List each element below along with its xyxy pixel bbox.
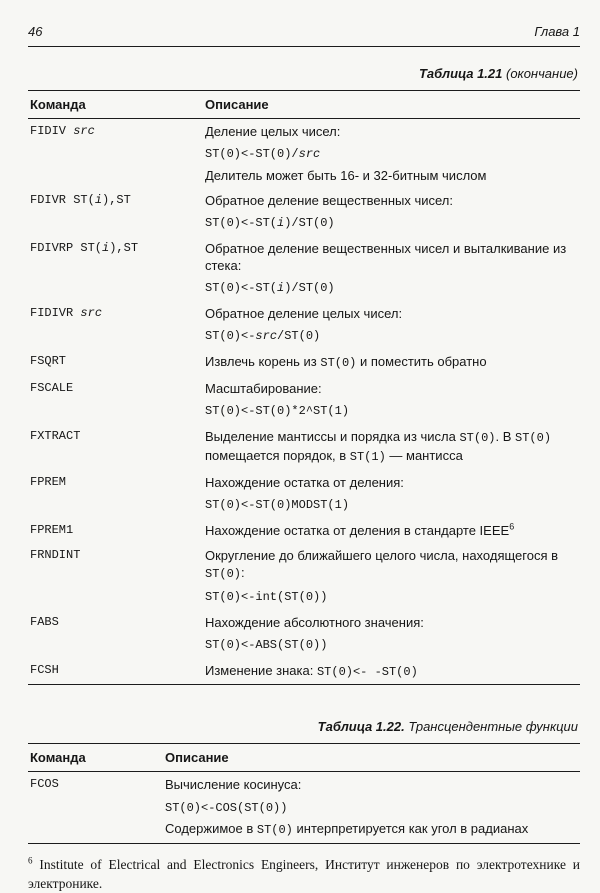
table-row — [28, 470, 580, 518]
description-line — [205, 428, 576, 466]
table-row — [28, 424, 580, 470]
table-row — [28, 119, 580, 188]
code-fragment: FCSH — [30, 662, 59, 677]
code-fragment: src — [298, 147, 321, 162]
code-fragment: ST(0)<-int(ST(0)) — [205, 589, 328, 604]
table-block-1 — [28, 66, 580, 685]
text-fragment: Обратное деление вещественных чисел: — [205, 193, 453, 209]
code-fragment: FIDIVR — [30, 306, 81, 321]
text-fragment: : — [241, 565, 245, 581]
text-fragment: Деление целых чисел: — [205, 124, 341, 139]
code-fragment: /ST(0) — [277, 329, 321, 344]
text-fragment: Institute of Electrical and Electronics Engineers, Институт инженеров по электротехнике и электронике. — [28, 857, 580, 891]
code-fragment: ),ST — [102, 193, 131, 208]
code-fragment: i — [102, 241, 110, 256]
code-fragment: )/ST(0) — [284, 281, 335, 296]
tables-container — [28, 66, 580, 844]
code-fragment: FPREM1 — [30, 522, 74, 537]
code-fragment: ST(0)<-ST(0)MODST(1) — [205, 497, 350, 512]
page-header — [28, 24, 580, 47]
command-cell — [28, 424, 205, 448]
code-fragment: ST(0)<- -ST(0) — [316, 664, 418, 679]
command-cell — [28, 610, 205, 634]
table-row — [28, 236, 580, 301]
code-fragment: ST(0) — [205, 567, 242, 582]
code-fragment: ST(0)<-ST( — [205, 216, 278, 231]
text-fragment: Обратное деление целых чисел: — [205, 306, 403, 322]
table-row — [28, 610, 580, 658]
code-fragment: FDIVR ST( — [30, 193, 95, 208]
command-cell — [28, 349, 205, 373]
footnote — [28, 856, 580, 892]
code-fragment: FCOS — [30, 777, 59, 792]
text-fragment: Извлечь корень из — [205, 354, 321, 370]
text-fragment: Нахождение абсолютного значения: — [205, 614, 424, 630]
code-fragment: src — [73, 124, 95, 138]
code-fragment: ST(0) — [515, 431, 552, 446]
description-line — [205, 401, 576, 420]
text-fragment: Нахождение остатка от деления в стандарте IEEE — [205, 522, 510, 538]
command-cell — [28, 518, 205, 542]
code-fragment: ST(1) — [349, 449, 386, 464]
description-line — [165, 798, 576, 817]
table-row — [28, 301, 580, 349]
text-fragment: Нахождение остатка от деления: — [205, 474, 404, 490]
description-cell — [205, 610, 580, 658]
description-line — [205, 240, 576, 274]
table-block-2 — [28, 719, 580, 844]
code-fragment: src — [80, 306, 103, 321]
table-caption — [28, 719, 578, 734]
text-fragment: и поместить обратно — [356, 354, 487, 370]
page-number: 46 — [28, 24, 43, 39]
footnote-marker: 6 — [509, 521, 515, 532]
code-fragment: ST(0)<-ST( — [205, 281, 278, 296]
description-line — [205, 305, 576, 322]
description-cell — [205, 518, 580, 543]
description-cell — [165, 772, 580, 843]
table-row — [28, 349, 580, 376]
description-cell — [205, 188, 580, 236]
table-row — [28, 543, 580, 610]
code-fragment: )/ST(0) — [284, 216, 335, 231]
description-cell — [205, 658, 580, 685]
command-cell — [28, 658, 205, 682]
table-row — [28, 772, 580, 843]
text-fragment: Содержимое в — [165, 821, 257, 837]
description-cell — [205, 424, 580, 470]
code-fragment: FIDIV — [30, 124, 74, 138]
text-fragment: помещается порядок, в — [205, 447, 350, 463]
code-fragment: FDIVRP ST( — [30, 241, 103, 256]
description-line — [205, 167, 576, 184]
table — [28, 743, 580, 844]
command-cell — [28, 188, 205, 212]
code-fragment: ST(0)<-ST(0)/ — [205, 147, 299, 162]
description-line — [205, 474, 576, 491]
code-fragment: i — [277, 281, 285, 296]
code-fragment: ST(0) — [256, 823, 293, 838]
code-fragment: ST(0)<- — [205, 329, 256, 344]
command-cell — [28, 543, 205, 567]
code-fragment: FABS — [30, 614, 59, 629]
text-fragment: Выделение мантиссы и порядка из числа — [205, 429, 460, 445]
code-fragment: FSCALE — [30, 381, 74, 396]
text-fragment: Таблица 1.22. — [317, 719, 405, 735]
description-cell — [205, 376, 580, 424]
description-line — [205, 123, 576, 140]
description-cell — [205, 543, 580, 610]
code-fragment: FPREM — [30, 474, 67, 489]
command-cell — [28, 301, 205, 325]
code-fragment: ST(0)<-ST(0)*2^ST(1) — [205, 404, 350, 419]
text-fragment: Таблица 1.21 — [418, 66, 503, 81]
text-fragment: Округление до ближайшего целого числа, находящегося в — [205, 547, 559, 563]
text-fragment: интерпретируется как угол в радианах — [292, 821, 529, 837]
command-cell — [28, 119, 205, 143]
description-line — [205, 326, 576, 345]
code-fragment: ST(0) — [459, 431, 496, 446]
command-cell — [28, 376, 205, 400]
column-header: Команда — [30, 750, 86, 766]
description-line — [205, 587, 576, 606]
code-fragment: ST(0)<-COS(ST(0)) — [165, 800, 288, 815]
table-header-row — [28, 744, 580, 772]
code-fragment: src — [255, 329, 278, 344]
description-line — [205, 547, 576, 583]
description-line — [205, 635, 576, 654]
table-row — [28, 658, 580, 685]
description-line — [205, 522, 576, 539]
description-line — [165, 820, 576, 839]
text-fragment: Вычисление косинуса: — [165, 777, 302, 793]
text-fragment: Делитель может быть 16- и 32-битным числом — [205, 167, 487, 183]
code-fragment: FSQRT — [30, 354, 67, 369]
table — [28, 90, 580, 685]
column-header: Команда — [30, 97, 86, 112]
text-fragment: Трансцендентные функции — [404, 719, 578, 735]
code-fragment: ST(0) — [320, 356, 357, 371]
command-cell — [28, 470, 205, 494]
description-line — [205, 614, 576, 631]
code-fragment: FXTRACT — [30, 429, 81, 444]
code-fragment: ),ST — [109, 241, 139, 256]
text-fragment: . В — [495, 429, 516, 445]
description-line — [205, 144, 576, 163]
text-fragment: Обратное деление вещественных чисел и выталкивание из стека: — [205, 241, 567, 274]
table-row — [28, 188, 580, 236]
description-cell — [205, 349, 580, 376]
description-cell — [205, 119, 580, 188]
description-line — [205, 662, 576, 681]
text-fragment: Масштабирование: — [205, 381, 322, 397]
code-fragment: ST(0)<-ABS(ST(0)) — [205, 637, 328, 652]
code-fragment: i — [277, 216, 285, 231]
table-caption — [28, 66, 578, 81]
description-line — [205, 192, 576, 209]
description-cell — [205, 236, 580, 301]
chapter-title: Глава 1 — [534, 24, 580, 39]
code-fragment: i — [94, 193, 103, 208]
description-line — [205, 278, 576, 297]
text-fragment: (окончание) — [502, 66, 578, 81]
footnote-marker: 6 — [28, 855, 33, 866]
description-line — [165, 776, 576, 793]
description-line — [205, 495, 576, 514]
command-cell — [28, 772, 165, 796]
column-header: Описание — [205, 97, 269, 112]
text-fragment: Изменение знака: — [205, 662, 317, 678]
column-header: Описание — [165, 750, 229, 766]
description-line — [205, 380, 576, 397]
code-fragment: FRNDINT — [30, 547, 81, 562]
text-fragment: — мантисса — [385, 447, 463, 463]
description-line — [205, 353, 576, 372]
table-header-row — [28, 91, 580, 119]
table-row — [28, 376, 580, 424]
command-cell — [28, 236, 205, 260]
description-line — [205, 213, 576, 232]
table-row — [28, 518, 580, 543]
description-cell — [205, 301, 580, 349]
description-cell — [205, 470, 580, 518]
